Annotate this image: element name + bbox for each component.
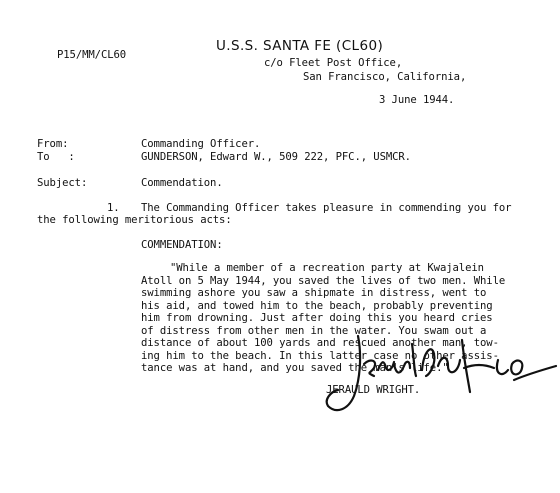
commendation-heading: COMMENDATION: <box>141 239 223 251</box>
citation-line: his aid, and towed him to the beach, probably preventing <box>141 300 493 312</box>
to-value: GUNDERSON, Edward W., 509 222, PFC., USMCR. <box>141 151 411 163</box>
paragraph-number: 1. <box>107 202 120 214</box>
address-line-1: c/o Fleet Post Office, <box>264 57 403 69</box>
subject-value: Commendation. <box>141 177 223 189</box>
citation-line: "While a member of a recreation party at Kwajalein <box>170 262 484 274</box>
paragraph-line-1: The Commanding Officer takes pleasure in commending you for <box>141 202 512 214</box>
citation-line: distance of about 100 yards and rescued another man, tow- <box>141 337 499 349</box>
to-label: To : <box>37 151 75 163</box>
file-reference: P15/MM/CL60 <box>57 49 127 61</box>
citation-line: of distress from other men in the water. You swam out a <box>141 325 487 337</box>
citation-line: tance was at hand, and you saved the man's life." <box>141 362 449 374</box>
subject-label: Subject: <box>37 177 88 189</box>
paragraph-line-2: the following meritorious acts: <box>37 214 232 226</box>
citation-line: him from drowning. Just after doing this you heard cries <box>141 312 493 324</box>
address-line-2: San Francisco, California, <box>303 71 467 83</box>
from-value: Commanding Officer. <box>141 138 261 150</box>
from-label: From: <box>37 138 69 150</box>
citation-line: Atoll on 5 May 1944, you saved the lives of two men. While <box>141 275 506 287</box>
ship-name-heading: U.S.S. SANTA FE (CL60) <box>216 38 384 54</box>
handwritten-signature <box>318 330 560 416</box>
citation-line: swimming ashore you saw a shipmate in distress, went to <box>141 287 487 299</box>
letter-date: 3 June 1944. <box>379 94 455 106</box>
signature-typed-name: JERAULD WRIGHT. <box>326 384 421 396</box>
citation-line: ing him to the beach. In this latter case no other assis- <box>141 350 499 362</box>
